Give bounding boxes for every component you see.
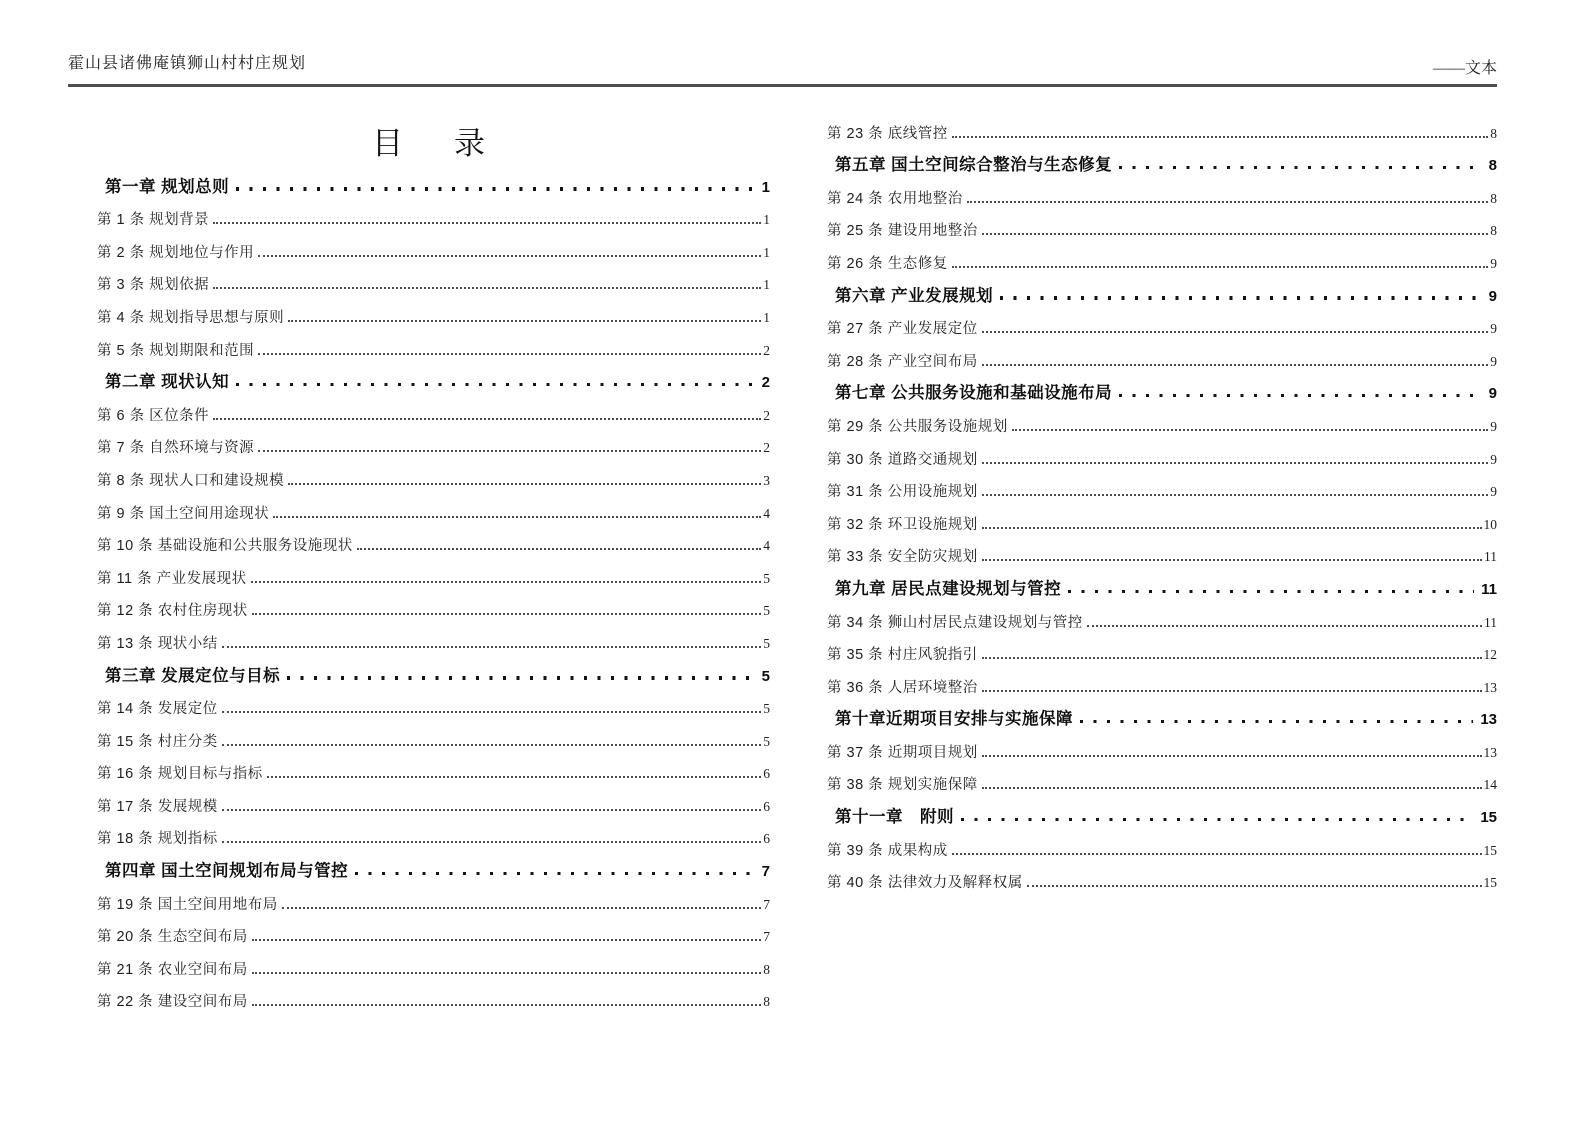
toc-entry-page: 1 xyxy=(763,244,770,260)
dot-leader xyxy=(982,233,1489,235)
dot-leader xyxy=(258,353,761,355)
toc-article-entry xyxy=(97,881,770,914)
toc-entry-label: 第一章 规划总则 xyxy=(105,177,230,196)
dot-leader xyxy=(967,201,1489,203)
toc-entry-label: 第 35 条 村庄风貌指引 xyxy=(827,647,978,664)
toc-article-entry xyxy=(827,599,1497,632)
toc-entry-label: 第 23 条 底线管控 xyxy=(827,125,948,142)
toc-column-right xyxy=(827,110,1497,892)
toc-entry-label: 第 39 条 成果构成 xyxy=(827,842,948,859)
toc-entry-page: 9 xyxy=(1490,321,1497,337)
dot-leader xyxy=(1119,394,1482,397)
dot-leader xyxy=(267,776,762,778)
toc-chapter-entry xyxy=(827,371,1497,404)
toc-entry-label: 第 11 条 产业发展现状 xyxy=(97,570,247,587)
dot-leader xyxy=(273,516,761,518)
toc-entry-page: 11 xyxy=(1481,580,1497,598)
toc-entry-label: 第十章近期项目安排与实施保障 xyxy=(835,710,1073,729)
toc-chapter-entry xyxy=(97,848,770,881)
toc-entry-page: 1 xyxy=(763,277,770,293)
dot-leader xyxy=(982,364,1489,366)
dot-leader xyxy=(213,418,761,420)
toc-entry-label: 第 34 条 狮山村居民点建设规划与管控 xyxy=(827,614,1083,631)
dot-leader xyxy=(982,559,1482,561)
header-rule xyxy=(68,84,1497,87)
toc-article-entry xyxy=(97,620,770,653)
toc-entry-label: 第 32 条 环卫设施规划 xyxy=(827,516,978,533)
toc-entry-page: 9 xyxy=(1490,353,1497,369)
toc-article-entry xyxy=(97,751,770,784)
dot-leader xyxy=(236,383,755,386)
toc-entry-label: 第 21 条 农业空间布局 xyxy=(97,961,248,978)
dot-leader xyxy=(1119,166,1482,169)
toc-article-entry xyxy=(97,229,770,262)
dot-leader xyxy=(258,450,761,452)
toc-article-entry xyxy=(97,425,770,458)
dot-leader xyxy=(1080,720,1473,723)
toc-entry-page: 15 xyxy=(1483,842,1497,858)
dot-leader xyxy=(982,331,1489,333)
dot-leader xyxy=(982,787,1482,789)
toc-entry-label: 第 16 条 规划目标与指标 xyxy=(97,766,263,783)
dot-leader xyxy=(952,266,1489,268)
toc-entry-page: 1 xyxy=(761,178,770,196)
toc-article-entry xyxy=(827,729,1497,762)
toc-article-entry xyxy=(97,197,770,230)
toc-entry-page: 8 xyxy=(763,961,770,977)
toc-entry-page: 5 xyxy=(763,570,770,586)
toc-article-entry xyxy=(97,262,770,295)
toc-entry-label: 第 6 条 区位条件 xyxy=(97,407,210,424)
dot-leader xyxy=(222,646,762,648)
toc-entry-label: 第 33 条 安全防灾规划 xyxy=(827,549,978,566)
toc-entry-label: 第六章 产业发展规划 xyxy=(835,286,994,305)
dot-leader xyxy=(282,907,762,909)
toc-entry-label: 第 18 条 规划指标 xyxy=(97,831,218,848)
toc-article-entry xyxy=(827,110,1497,143)
toc-article-entry xyxy=(97,555,770,588)
toc-entry-page: 1 xyxy=(763,309,770,325)
dot-leader xyxy=(213,222,761,224)
toc-article-entry xyxy=(97,718,770,751)
toc-entry-page: 5 xyxy=(763,603,770,619)
toc-entry-page: 9 xyxy=(1490,255,1497,271)
toc-article-entry xyxy=(97,783,770,816)
toc-entry-page: 7 xyxy=(761,863,770,881)
toc-article-entry xyxy=(827,860,1497,893)
dot-leader xyxy=(952,136,1489,138)
toc-entry-page: 2 xyxy=(763,342,770,358)
dot-leader xyxy=(1000,296,1482,299)
toc-entry-page: 12 xyxy=(1483,647,1497,663)
toc-entry-page: 9 xyxy=(1490,484,1497,500)
toc-entry-label: 第 9 条 国土空间用途现状 xyxy=(97,505,270,522)
toc-article-entry xyxy=(97,392,770,425)
dot-leader xyxy=(961,818,1473,821)
toc-entry-label: 第 2 条 规划地位与作用 xyxy=(97,244,255,261)
toc-chapter-entry xyxy=(97,653,770,686)
toc-entry-page: 9 xyxy=(1490,451,1497,467)
toc-entry-label: 第 40 条 法律效力及解释权属 xyxy=(827,875,1023,892)
toc-entry-label: 第 37 条 近期项目规划 xyxy=(827,744,978,761)
toc-article-entry xyxy=(827,664,1497,697)
toc-entry-label: 第 13 条 现状小结 xyxy=(97,635,218,652)
toc-article-entry xyxy=(827,306,1497,339)
toc-entry-page: 9 xyxy=(1488,385,1497,403)
dot-leader xyxy=(251,581,762,583)
dot-leader xyxy=(222,841,762,843)
toc-entry-page: 4 xyxy=(763,505,770,521)
toc-entry-label: 第 31 条 公用设施规划 xyxy=(827,484,978,501)
toc-entry-page: 13 xyxy=(1483,744,1497,760)
toc-article-entry xyxy=(827,501,1497,534)
toc-article-entry xyxy=(97,979,770,1012)
dot-leader xyxy=(222,711,762,713)
dot-leader xyxy=(252,1004,762,1006)
toc-entry-label: 第三章 发展定位与目标 xyxy=(105,666,281,685)
toc-entry-label: 第 17 条 发展规模 xyxy=(97,798,218,815)
toc-entry-page: 6 xyxy=(763,766,770,782)
toc-entry-label: 第 14 条 发展定位 xyxy=(97,701,218,718)
toc-article-entry xyxy=(827,534,1497,567)
toc-article-entry xyxy=(97,327,770,360)
dot-leader xyxy=(952,853,1482,855)
toc-entry-label: 第 36 条 人居环境整治 xyxy=(827,679,978,696)
toc-entry-label: 第 4 条 规划指导思想与原则 xyxy=(97,309,285,326)
toc-entry-page: 11 xyxy=(1484,549,1497,565)
toc-entry-page: 5 xyxy=(763,701,770,717)
toc-article-entry xyxy=(97,523,770,556)
toc-entry-page: 4 xyxy=(763,538,770,554)
toc-chapter-entry xyxy=(827,794,1497,827)
dot-leader xyxy=(1027,885,1482,887)
toc-entry-page: 10 xyxy=(1483,516,1497,532)
toc-entry-page: 15 xyxy=(1480,809,1497,827)
toc-chapter-entry xyxy=(827,697,1497,730)
header-document-title: 霍山县诸佛庵镇狮山村村庄规划 xyxy=(68,55,307,72)
toc-entry-page: 5 xyxy=(761,667,770,685)
toc-article-entry xyxy=(827,240,1497,273)
toc-entry-label: 第 29 条 公共服务设施规划 xyxy=(827,418,1008,435)
toc-entry-label: 第十一章 附则 xyxy=(835,808,954,827)
toc-entry-label: 第五章 国土空间综合整治与生态修复 xyxy=(835,156,1113,175)
toc-entry-page: 6 xyxy=(763,798,770,814)
toc-entry-page: 8 xyxy=(1488,157,1497,175)
header-right-label: ——文本 xyxy=(1432,60,1497,77)
toc-entry-page: 15 xyxy=(1483,875,1497,891)
toc-entry-page: 6 xyxy=(763,831,770,847)
toc-entry-label: 第九章 居民点建设规划与管控 xyxy=(835,579,1062,598)
toc-entry-page: 2 xyxy=(763,407,770,423)
toc-entry-page: 1 xyxy=(763,212,770,228)
dot-leader xyxy=(357,548,762,550)
toc-entry-label: 第 30 条 道路交通规划 xyxy=(827,451,978,468)
toc-entry-label: 第 24 条 农用地整治 xyxy=(827,190,963,207)
toc-article-entry xyxy=(827,208,1497,241)
dot-leader xyxy=(982,494,1489,496)
toc-chapter-entry xyxy=(97,164,770,197)
toc-entry-page: 8 xyxy=(1490,125,1497,141)
dot-leader xyxy=(258,255,761,257)
toc-entry-label: 第 7 条 自然环境与资源 xyxy=(97,440,255,457)
dot-leader xyxy=(213,287,761,289)
toc-entry-page: 13 xyxy=(1480,711,1497,729)
toc-article-entry xyxy=(97,294,770,327)
toc-entry-label: 第 3 条 规划依据 xyxy=(97,277,210,294)
toc-entry-page: 8 xyxy=(763,994,770,1010)
toc-entry-label: 第 12 条 农村住房现状 xyxy=(97,603,248,620)
toc-entry-label: 第 10 条 基础设施和公共服务设施现状 xyxy=(97,538,353,555)
dot-leader xyxy=(288,483,761,485)
toc-entry-label: 第 22 条 建设空间布局 xyxy=(97,994,248,1011)
toc-article-entry xyxy=(97,946,770,979)
toc-article-entry xyxy=(827,827,1497,860)
toc-article-entry xyxy=(827,469,1497,502)
toc-entry-label: 第 19 条 国土空间用地布局 xyxy=(97,896,278,913)
toc-article-entry xyxy=(97,686,770,719)
toc-entry-label: 第 25 条 建设用地整治 xyxy=(827,223,978,240)
toc-entry-label: 第七章 公共服务设施和基础设施布局 xyxy=(835,384,1113,403)
toc-entry-page: 7 xyxy=(763,929,770,945)
toc-article-entry xyxy=(827,338,1497,371)
toc-chapter-entry xyxy=(827,273,1497,306)
toc-entry-label: 第二章 现状认知 xyxy=(105,373,230,392)
toc-entry-page: 5 xyxy=(763,635,770,651)
dot-leader xyxy=(222,809,762,811)
toc-entry-label: 第 15 条 村庄分类 xyxy=(97,733,218,750)
toc-entry-page: 3 xyxy=(763,472,770,488)
toc-entry-label: 第 28 条 产业空间布局 xyxy=(827,353,978,370)
dot-leader xyxy=(1012,429,1489,431)
toc-entry-page: 5 xyxy=(763,733,770,749)
toc-chapter-entry xyxy=(97,360,770,393)
toc-title: 目 录 xyxy=(372,126,495,161)
toc-chapter-entry xyxy=(827,143,1497,176)
toc-entry-label: 第 20 条 生态空间布局 xyxy=(97,929,248,946)
toc-entry-page: 8 xyxy=(1490,223,1497,239)
toc-entry-page: 11 xyxy=(1484,614,1497,630)
toc-entry-label: 第 27 条 产业发展定位 xyxy=(827,321,978,338)
toc-article-entry xyxy=(97,490,770,523)
dot-leader xyxy=(287,676,755,679)
toc-entry-page: 9 xyxy=(1488,287,1497,305)
toc-entry-label: 第 38 条 规划实施保障 xyxy=(827,777,978,794)
toc-entry-label: 第 26 条 生态修复 xyxy=(827,255,948,272)
toc-entry-label: 第四章 国土空间规划布局与管控 xyxy=(105,862,349,881)
dot-leader xyxy=(1087,625,1482,627)
dot-leader xyxy=(288,320,761,322)
toc-entry-page: 14 xyxy=(1483,777,1497,793)
dot-leader xyxy=(222,744,762,746)
dot-leader xyxy=(982,527,1482,529)
toc-entry-page: 9 xyxy=(1490,418,1497,434)
dot-leader xyxy=(982,755,1482,757)
toc-entry-label: 第 5 条 规划期限和范围 xyxy=(97,342,255,359)
toc-chapter-entry xyxy=(827,566,1497,599)
toc-article-entry xyxy=(827,403,1497,436)
dot-leader xyxy=(982,690,1482,692)
toc-article-entry xyxy=(827,632,1497,665)
dot-leader xyxy=(252,972,762,974)
dot-leader xyxy=(355,872,755,875)
dot-leader xyxy=(1068,590,1474,593)
dot-leader xyxy=(252,939,762,941)
dot-leader xyxy=(252,613,762,615)
toc-entry-page: 2 xyxy=(763,440,770,456)
dot-leader xyxy=(982,657,1482,659)
toc-article-entry xyxy=(97,588,770,621)
toc-column-left xyxy=(97,164,770,1011)
toc-entry-page: 7 xyxy=(763,896,770,912)
toc-article-entry xyxy=(97,816,770,849)
toc-article-entry xyxy=(827,762,1497,795)
toc-article-entry xyxy=(97,914,770,947)
toc-entry-page: 8 xyxy=(1490,190,1497,206)
toc-entry-label: 第 8 条 现状人口和建设规模 xyxy=(97,472,285,489)
toc-article-entry xyxy=(97,457,770,490)
dot-leader xyxy=(982,462,1489,464)
toc-entry-page: 13 xyxy=(1483,679,1497,695)
toc-entry-label: 第 1 条 规划背景 xyxy=(97,212,210,229)
toc-article-entry xyxy=(827,436,1497,469)
toc-entry-page: 2 xyxy=(761,374,770,392)
dot-leader xyxy=(236,187,755,190)
toc-article-entry xyxy=(827,175,1497,208)
